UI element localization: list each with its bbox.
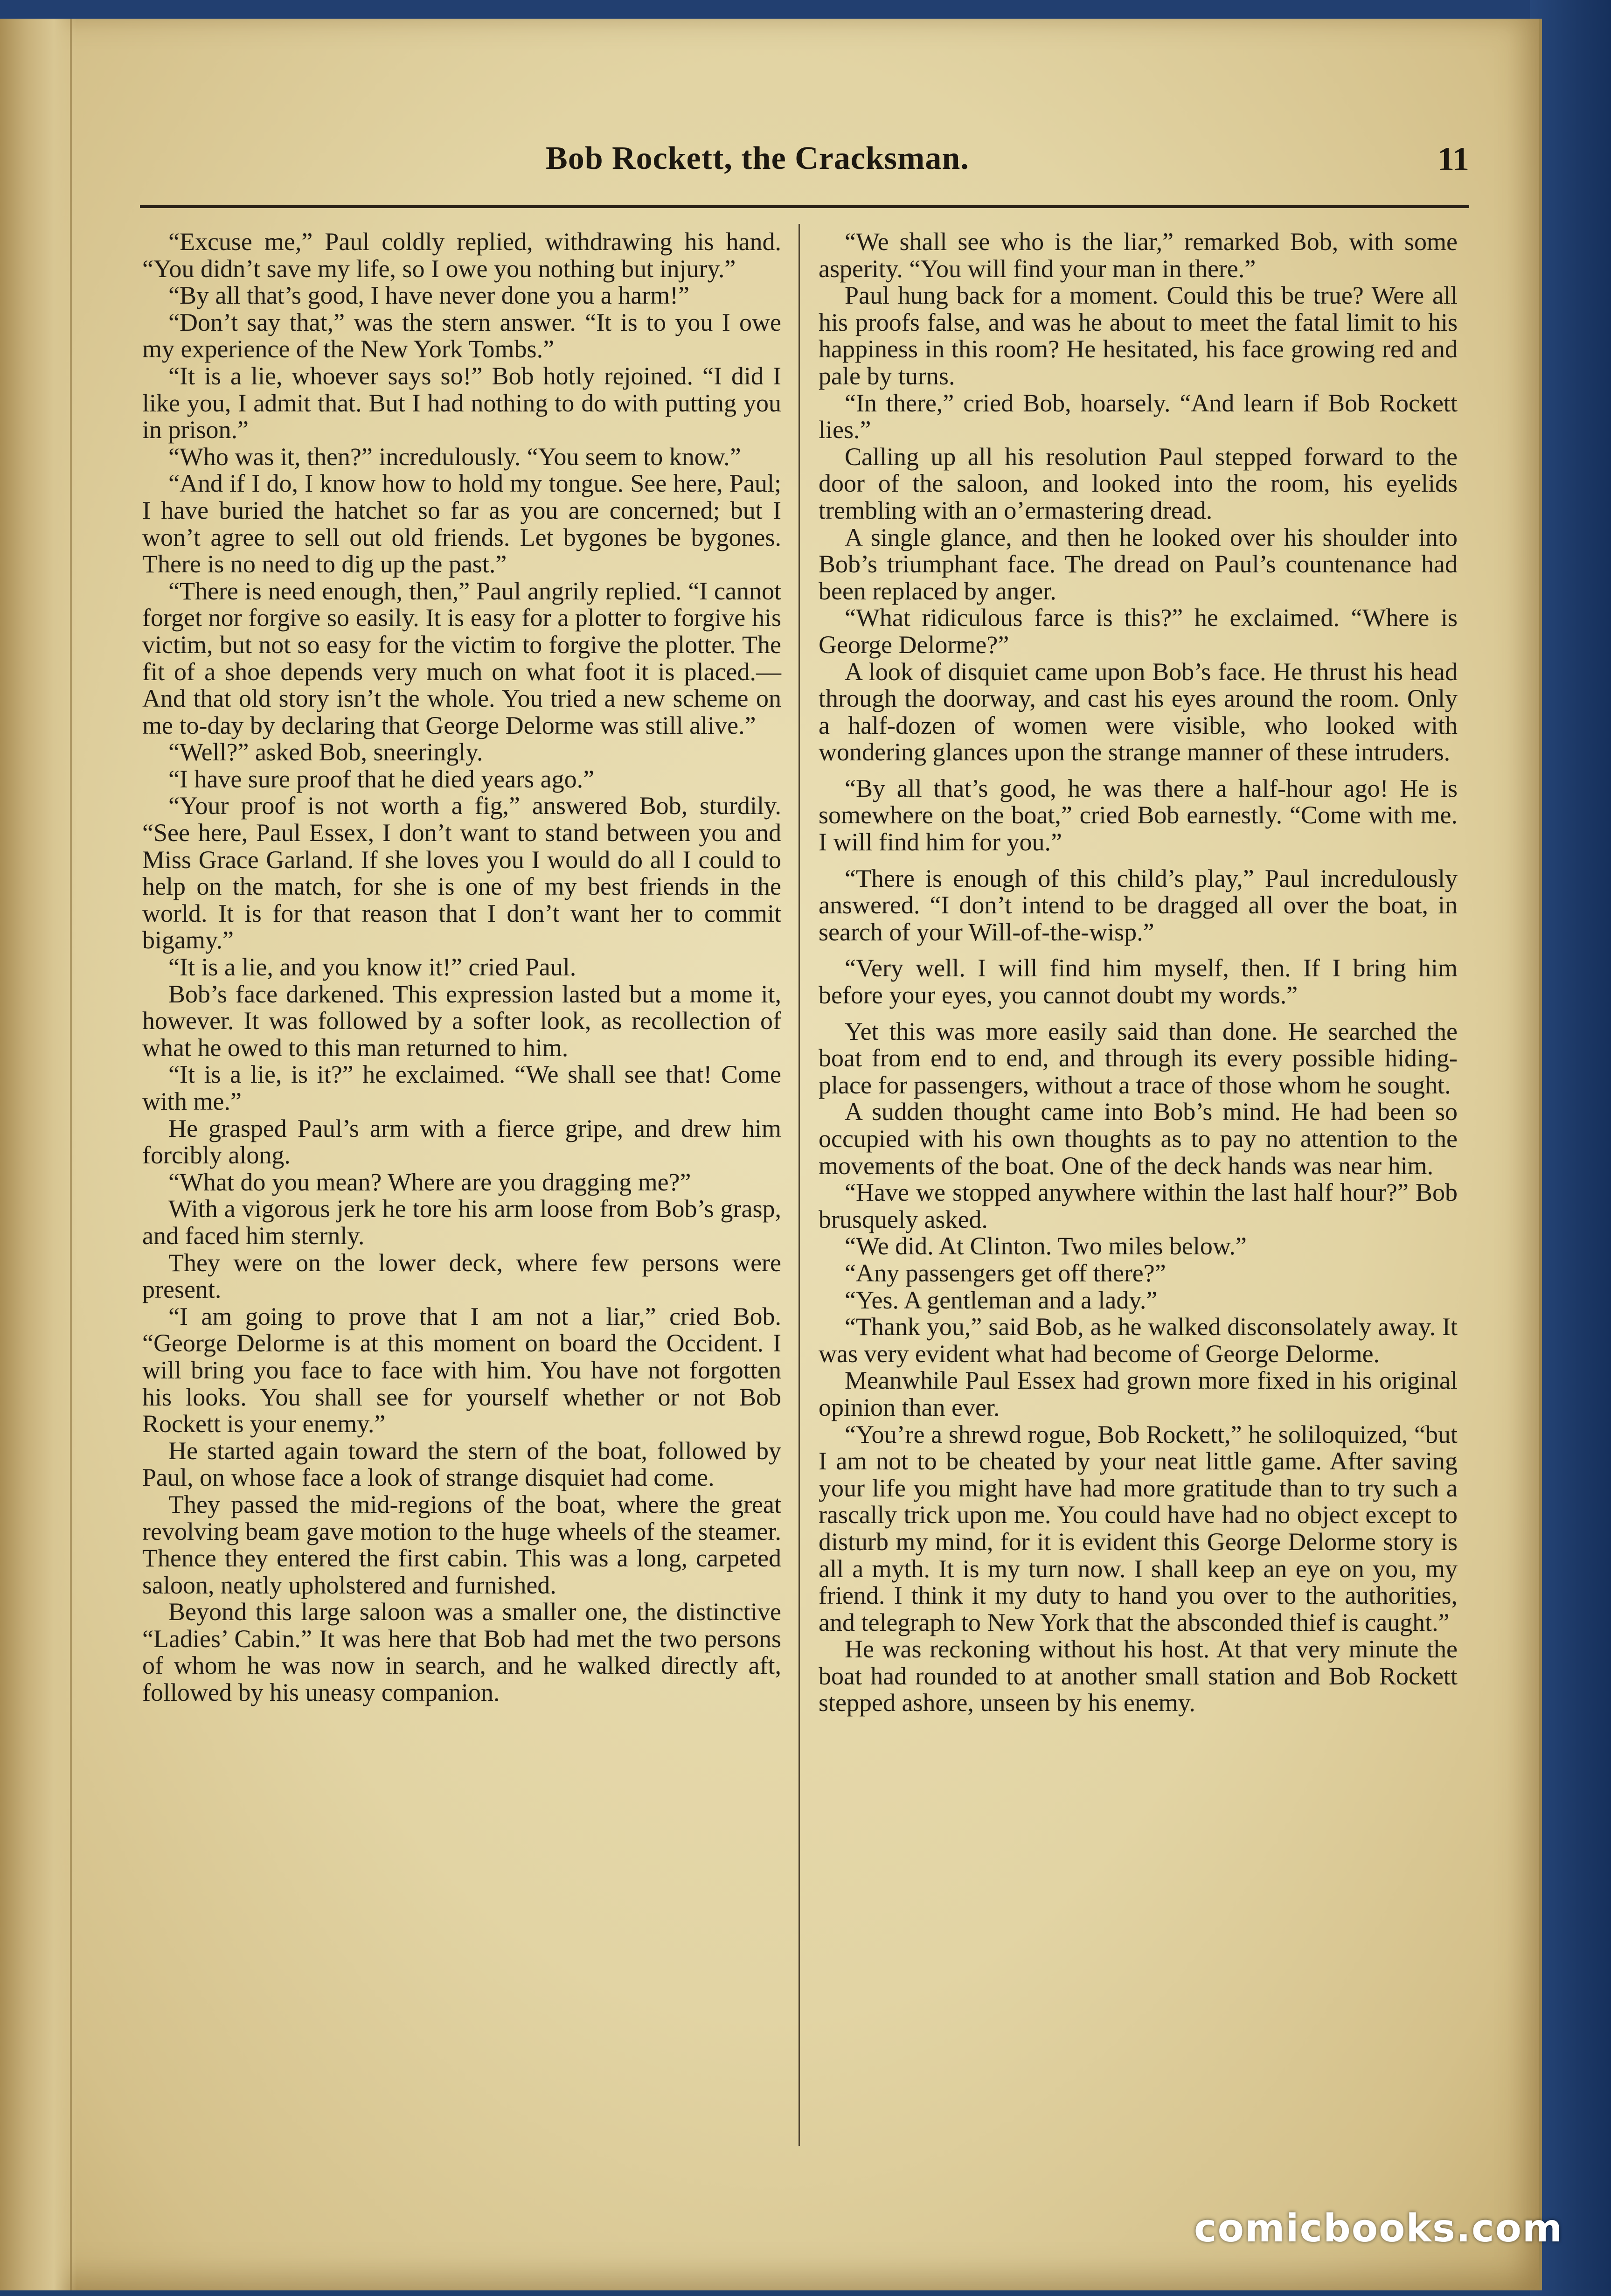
paragraph: “Very well. I will find him myself, then. If I bring him before your eyes, you cannot doubt my words.” bbox=[819, 954, 1458, 1009]
paragraph: “You’re a shrewd rogue, Bob Rockett,” he soliloquized, “but I am not to be cheated by your neat little game. After saving your life you might have had more gratitude than to try such a rascally trick upon me. You could have had no object except to disturb my mind, for it is evident this George Delorme story is all a myth. It is my turn now. I shall keep an eye on you, my friend. I think it my duty to hand you over to the authorities, and telegraph to New York that the absconded thief is caught.” bbox=[819, 1420, 1458, 1636]
paragraph: “It is a lie, whoever says so!” Bob hotly rejoined. “I did I like you, I admit that. But I had nothing to do with putting you in prison.” bbox=[142, 362, 781, 444]
paragraph: “There is need enough, then,” Paul angrily replied. “I cannot forget nor forgive so easily. It is easy for a plotter to forgive his victim, but not so easy for the victim to forgive the plotter. The fit of a shoe depends very much on what foot it is placed.—And that old story isn’t the whole. You tried a new scheme on me to-day by declaring that George Delorme was still alive.” bbox=[142, 577, 781, 739]
paragraph: “What ridiculous farce is this?” he exclaimed. “Where is George Delorme?” bbox=[819, 604, 1458, 659]
watermark: comicbooks.com bbox=[1194, 2206, 1563, 2251]
paragraph: “We shall see who is the liar,” remarked Bob, with some asperity. “You will find your man in there.” bbox=[819, 228, 1458, 283]
paragraph: He was reckoning without his host. At that very minute the boat had rounded to at another small station and Bob Rockett stepped ashore, unseen by his enemy. bbox=[819, 1635, 1458, 1717]
paragraph: He grasped Paul’s arm with a fierce gripe, and drew him forcibly along. bbox=[142, 1114, 781, 1169]
paragraph: “Don’t say that,” was the stern answer. “It is to you I owe my experience of the New York Tombs.” bbox=[142, 308, 781, 363]
paragraph: “What do you mean? Where are you dragging me?” bbox=[168, 1168, 691, 1196]
left-column bbox=[142, 229, 781, 1706]
paragraph: “We did. At Clinton. Two miles below.” bbox=[845, 1232, 1247, 1260]
paragraph: A look of disquiet came upon Bob’s face. He thrust his head through the doorway, and cast his eyes around the room. Only a half-dozen of women were visible, who looked with wondering glances upon the strange manner of these intruders. bbox=[819, 657, 1458, 766]
running-title: Bob Rockett, the Cracksman. bbox=[546, 140, 969, 176]
paragraph: “I have sure proof that he died years ago.” bbox=[168, 765, 595, 793]
paragraph: Yet this was more easily said than done. He searched the boat from end to end, and through its every possible hiding-place for passengers, without a trace of those whom he sought. bbox=[819, 1017, 1458, 1099]
spine-edge bbox=[70, 19, 72, 2290]
paragraph: Meanwhile Paul Essex had grown more fixed in his original opinion than ever. bbox=[819, 1366, 1458, 1421]
page-spine bbox=[0, 19, 77, 2290]
header-rule bbox=[140, 205, 1469, 208]
column-divider bbox=[799, 224, 800, 2146]
paragraph: “Have we stopped anywhere within the last half hour?” Bob brusquely asked. bbox=[819, 1178, 1458, 1233]
paragraph: “By all that’s good, he was there a half-hour ago! He is somewhere on the boat,” cried Bob earnestly. “Come with me. I will find him for you.” bbox=[819, 774, 1458, 856]
paragraph: A sudden thought came into Bob’s mind. He had been so occupied with his own thoughts as to pay no attention to the movements of the boat. One of the deck hands was near him. bbox=[819, 1098, 1458, 1180]
scan-backdrop-right bbox=[1530, 0, 1611, 2296]
paragraph: Beyond this large saloon was a smaller one, the distinctive “Ladies’ Cabin.” It was here that Bob had met the two persons of whom he was now in search, and he walked directly aft, followed by his uneasy companion. bbox=[142, 1598, 781, 1707]
paragraph: “It is a lie, is it?” he exclaimed. “We shall see that! Come with me.” bbox=[142, 1060, 781, 1115]
page-number: 11 bbox=[1437, 140, 1469, 178]
right-column bbox=[819, 229, 1458, 1717]
paragraph: “Well?” asked Bob, sneeringly. bbox=[168, 738, 483, 766]
paragraph: He started again toward the stern of the boat, followed by Paul, on whose face a look of strange disquiet had come. bbox=[142, 1436, 781, 1492]
paragraph: Calling up all his resolution Paul stepped forward to the door of the saloon, and looked into the room, his eyelids trembling with an o’ermastering dread. bbox=[819, 442, 1458, 524]
paragraph: They passed the mid-regions of the boat, where the great revolving beam gave motion to the huge wheels of the steamer. Thence they entered the first cabin. This was a long, carpeted saloon, neatly upholstered and furnished. bbox=[142, 1490, 781, 1599]
paragraph: “Yes. A gentleman and a lady.” bbox=[845, 1286, 1158, 1314]
paragraph: “There is enough of this child’s play,” Paul incredulously answered. “I don’t intend to be dragged all over the boat, in search of your Will-of-the-wisp.” bbox=[819, 864, 1458, 946]
paragraph: “Excuse me,” Paul coldly replied, withdrawing his hand. “You didn’t save my life, so I owe you nothing but injury.” bbox=[142, 228, 781, 283]
paragraph: “Thank you,” said Bob, as he walked disconsolately away. It was very evident what had become of George Delorme. bbox=[819, 1313, 1458, 1368]
paragraph: Bob’s face darkened. This expression lasted but a mome it, however. It was followed by a softer look, as recollection of what he owed to this man returned to him. bbox=[142, 980, 781, 1062]
paragraph: “It is a lie, and you know it!” cried Paul. bbox=[168, 953, 576, 981]
paragraph: “Who was it, then?” incredulously. “You seem to know.” bbox=[168, 442, 741, 471]
paragraph: “I am going to prove that I am not a liar,” cried Bob. “George Delorme is at this moment on board the Occident. I will bring you face to face with him. You have not forgotten his looks. You shall see for yourself whether or not Bob Rockett is your enemy.” bbox=[142, 1302, 781, 1438]
paragraph: They were on the lower deck, where few persons were present. bbox=[142, 1248, 781, 1304]
paragraph: A single glance, and then he looked over his shoulder into Bob’s triumphant face. The dread on Paul’s countenance had been replaced by anger. bbox=[819, 523, 1458, 605]
paragraph: “And if I do, I know how to hold my tongue. See here, Paul; I have buried the hatchet so far as you are concerned; but I won’t agree to sell out old friends. Let bygones be bygones. There is no need to dig up the past.” bbox=[142, 469, 781, 578]
paragraph: “In there,” cried Bob, hoarsely. “And learn if Bob Rockett lies.” bbox=[819, 389, 1458, 444]
page-header bbox=[140, 140, 1469, 191]
paragraph: “By all that’s good, I have never done you a harm!” bbox=[168, 281, 690, 310]
paragraph: “Any passengers get off there?” bbox=[845, 1259, 1166, 1287]
paragraph: “Your proof is not worth a fig,” answered Bob, sturdily. “See here, Paul Essex, I don’t want to stand between you and Miss Grace Garland. If she loves you I would do all I could to help on the match, for she is one of my best friends in the world. It is for that reason that I don’t want her to commit bigamy.” bbox=[142, 792, 781, 954]
paragraph: With a vigorous jerk he tore his arm loose from Bob’s grasp, and faced him sternly. bbox=[142, 1195, 781, 1250]
paragraph: Paul hung back for a moment. Could this be true? Were all his proofs false, and was he about to meet the fatal limit to his happiness in this room? He hesitated, his face growing red and pale by turns. bbox=[819, 281, 1458, 390]
